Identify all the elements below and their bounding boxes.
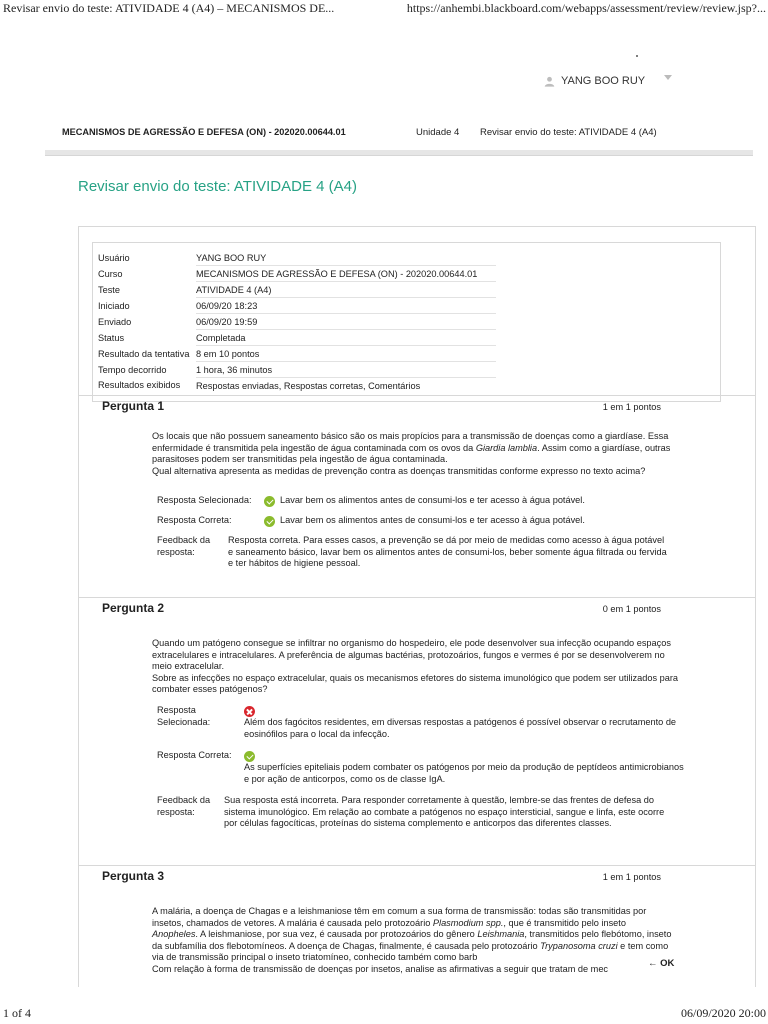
summary-row [98,330,496,346]
feedback-label-line: resposta: [157,546,195,557]
user-name[interactable]: YANG BOO RUY [561,75,646,87]
correct-check-icon [244,751,255,762]
question-text-part: , que é transmitido pelo inseto [503,917,626,928]
feedback-label [157,535,210,558]
summary-row [98,378,496,394]
feedback-text: Resposta correta. Para esses casos, a prevenção se dá por meio de medidas como acesso à água potável e saneamento básico, lavar bem os alimentos antes de consumi-los, beber somente água filtrada ou fervida e ter hábitos de higiene pessoal. [228,535,667,568]
attempt-summary [92,242,721,402]
ok-button[interactable]: ← OK [648,958,675,969]
breadcrumb-unit[interactable]: Unidade 4 [416,127,460,138]
user-icon [544,76,555,87]
summary-value: MECANISMOS DE AGRESSÃO E DEFESA (ON) - 202020.00644.01 [196,266,496,282]
question-text-italic: Leishmania [477,929,525,939]
question-prompt: Sobre as infecções no espaço extracelular, quais os mecanismos efetores do sistema imunológico que podem ser utilizados para combater esses patógenos? [152,672,679,694]
summary-row [98,346,496,362]
summary-key: Usuário [98,252,130,263]
summary-key: Status [98,332,125,343]
question-text-italic: Giardia lamblia [475,442,538,453]
summary-key: Enviado [98,316,132,327]
correct-answer: As superfícies epiteliais podem combater os patógenos por meio da produção de peptídeos antimicrobianos e por ação de anticorpos, como os de classe IgA. [244,762,684,784]
header-divider [45,150,753,156]
page-number: 1 of 4 [3,1006,31,1020]
selected-answer: Lavar bem os alimentos antes de consumi-los e ter acesso à água potável. [280,495,585,505]
chevron-down-icon[interactable] [664,75,672,80]
question-text-part: . Assim como a giardíase, outras parasitoses podem ser transmitidas pela ingestão de água contaminada. [152,442,671,464]
summary-key: Iniciado [98,300,130,311]
selected-answer: Além dos fagócitos residentes, em diversas respostas a patógenos é possível observar o recrutamento de eosinófilos para o local da infecção. [244,717,677,739]
summary-row [98,250,496,266]
summary-value: 8 em 10 pontos [196,346,496,362]
feedback-label-line: Feedback da [157,535,211,545]
question-text-part: , transmitidos pelo flebótomo, inseto da subfamília dos flebotomíneos. A doença de Chagas, finalmente, é causada pelo protozoário [152,929,672,951]
question-text [152,431,678,477]
summary-value: 06/09/20 18:23 [196,298,496,314]
summary-value: YANG BOO RUY [196,250,496,266]
question-title: Pergunta 3 [102,869,165,883]
question-text-part: A malária, a doença de Chagas e a leishmaniose têm em comum a sua forma de transmissão: todas são transmitidas por insetos, chamados de vetores. A malária é causada pelo protozoário [152,906,647,928]
selected-answer-label-line: Selecionada: [157,716,211,727]
summary-value: Respostas enviadas, Respostas corretas, Comentários [196,380,421,391]
correct-check-icon [264,496,275,507]
summary-key: Resultados exibidos [98,380,181,391]
question-prompt: Com relação à forma de transmissão de doenças por insetos, analise as afirmativas a seguir que tratam de mec [152,963,609,974]
dot-marker [636,55,638,57]
question-text-italic: Anopheles [152,929,196,939]
summary-row [98,282,496,298]
correct-answer: Lavar bem os alimentos antes de consumi-los e ter acesso à água potável. [280,515,585,525]
correct-check-icon [264,516,275,527]
question-text [152,906,675,975]
selected-answer-label: Resposta Selecionada: [157,495,252,505]
summary-value: 1 hora, 36 minutos [196,362,496,378]
selected-answer-label [157,705,210,728]
print-url: https://anhembi.blackboard.com/webapps/assessment/review/review.jsp?... [406,1,766,15]
question-prompt: Qual alternativa apresenta as medidas de prevenção contra as doenças transmitidas conforme expresso no texto acima? [152,465,646,476]
selected-answer-label-line: Resposta [157,705,196,715]
question-text-part: Quando um patógeno consegue se infiltrar no organismo do hospedeiro, ele pode desenvolver sua infecção ocupando espaços extracelulares e intracelulares. A preferência de algumas bactérias, protozoários, fungos e vermes é por se desenvolverem no meio extracelular. [152,638,671,671]
print-header [0,0,768,16]
page-title: Revisar envio do teste: ATIVIDADE 4 (A4) [78,178,358,195]
breadcrumb-current: Revisar envio do teste: ATIVIDADE 4 (A4) [480,127,657,138]
breadcrumb-course[interactable]: MECANISMOS DE AGRESSÃO E DEFESA (ON) - 202020.00644.01 [62,127,346,137]
question-text [152,638,678,696]
summary-row [98,362,496,378]
question-2 [79,597,755,864]
summary-row [98,298,496,314]
question-text-part: Os locais que não possuem saneamento básico são os mais propícios para a transmissão de doenças como a giardíase. Essa enfermidade é transmitida pela ingestão de água contaminada com os ovos da [152,431,669,453]
summary-key: Resultado da tentativa [98,348,190,359]
question-title: Pergunta 2 [102,601,165,615]
feedback-label [157,795,210,818]
breadcrumb [62,127,728,141]
question-text-italic: Trypanosoma cruzi [540,940,618,951]
question-score: 1 em 1 pontos [602,402,661,412]
summary-table [98,250,496,393]
print-date: 06/09/2020 20:00 [680,1006,766,1020]
correct-answer-label: Resposta Correta: [157,750,232,760]
question-text-part: e tem como via de transmissão principal o inseto triatomíneo, conhecido também como barb [152,940,669,962]
question-score: 0 em 1 pontos [602,604,661,614]
print-title: Revisar envio do teste: ATIVIDADE 4 (A4) – MECANISMOS DE... [3,1,335,15]
user-menu[interactable] [544,73,645,89]
summary-row [98,266,496,282]
feedback-text: Sua resposta está incorreta. Para responder corretamente à questão, lembre-se das frentes de defesa do sistema imunológico. Em relação ao combate a patógenos no espaço intersticial, sangue e linfa, este ocorre por células fagocíticas, proteínas do sistema complemento e anticorpos das diferentes classes. [224,795,665,828]
question-text-italic: Plasmodium spp. [432,917,504,928]
summary-key: Teste [98,284,120,295]
question-title: Pergunta 1 [102,399,165,413]
question-1 [79,395,755,596]
feedback-label-line: resposta: [157,806,195,817]
summary-key: Tempo decorrido [98,364,167,375]
correct-answer-label: Resposta Correta: [157,515,232,525]
review-card [78,226,756,987]
summary-value: Completada [196,330,496,346]
question-text-part: . A leishmaniose, por sua vez, é causada por protozoários do gênero [195,929,478,939]
feedback-label-line: Feedback da [157,795,211,805]
incorrect-x-icon [244,706,255,717]
print-footer [0,1004,768,1022]
summary-key: Curso [98,268,123,279]
question-score: 1 em 1 pontos [602,872,661,882]
summary-value: ATIVIDADE 4 (A4) [196,282,496,298]
summary-row [98,314,496,330]
summary-value: 06/09/20 19:59 [196,314,496,330]
